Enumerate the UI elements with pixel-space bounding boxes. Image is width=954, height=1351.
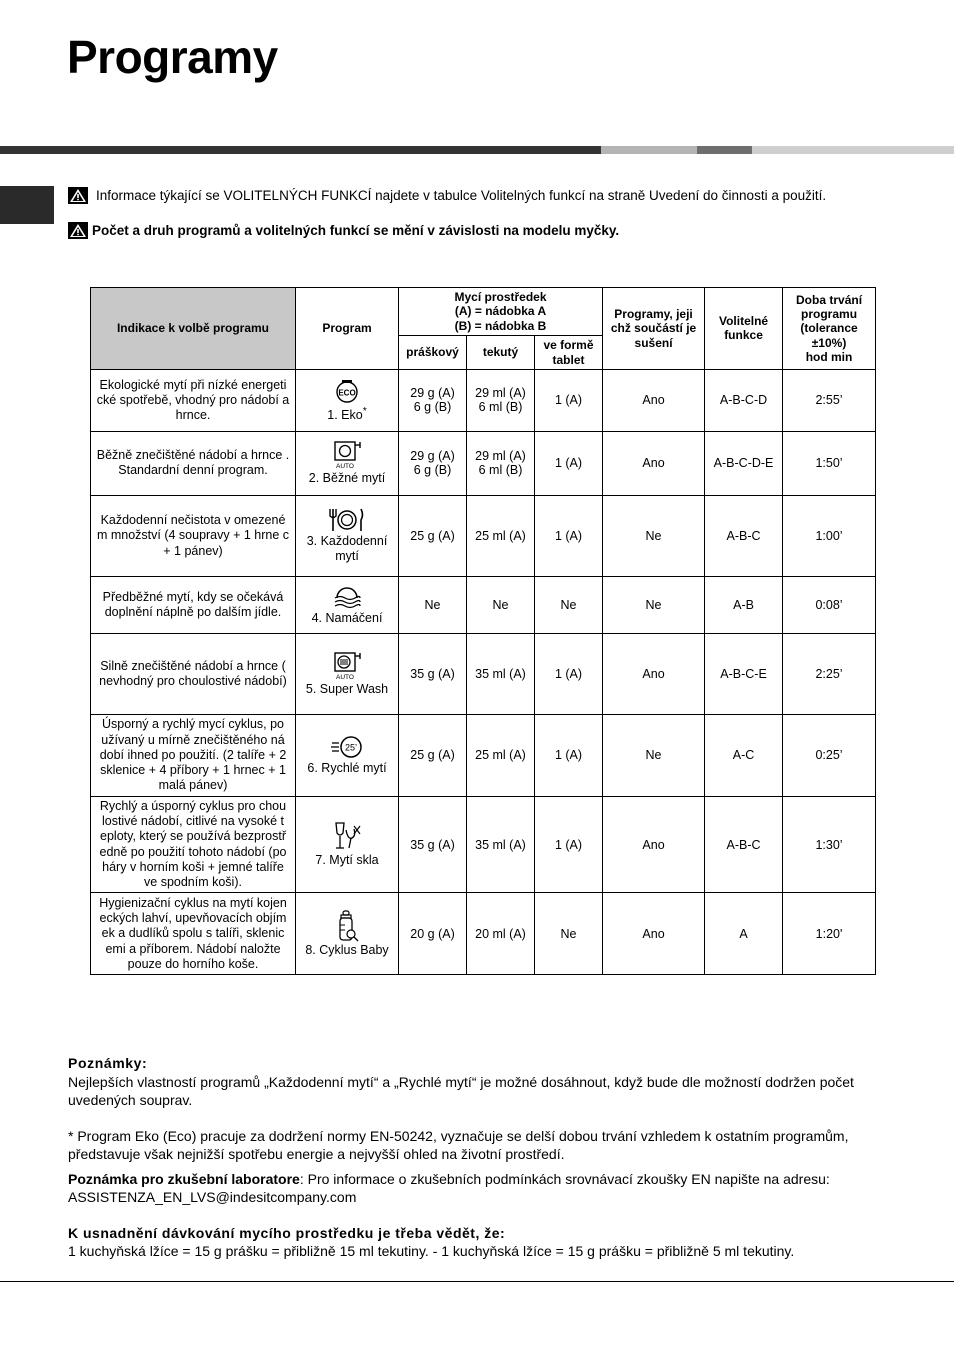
notes-section — [68, 1054, 868, 1261]
program-name: 7. Mytí skla — [315, 853, 379, 868]
row-description: Ekologické mytí při nízké energeti cké spotřebě, vhodný pro nádobí a hrnce. — [91, 369, 296, 431]
liquid-b: 6 ml (B) — [478, 400, 523, 415]
tablet-cell: 1 (A) — [535, 714, 603, 796]
notice-options — [68, 187, 826, 204]
powder-cell — [399, 431, 467, 495]
page-title: Programy — [67, 31, 278, 83]
powder-cell: 25 g (A) — [399, 714, 467, 796]
header-detergent-b: (B) = nádobka B — [454, 318, 547, 333]
drying-cell: Ano — [603, 796, 705, 893]
header-duration-line: Doba trvání — [796, 292, 863, 307]
header-duration-line: hod min — [805, 350, 853, 365]
row-program — [296, 369, 399, 431]
icon-label: AUTO — [336, 673, 354, 681]
row-description: Hygienizační cyklus na mytí kojen eckých lahví, upevňovacích objím ek a dudlíků spolu s talíři, sklenic emi a příborem. Nádobí naložte pouze do horního koše. — [91, 893, 296, 975]
program-name: 5. Super Wash — [305, 681, 389, 696]
table-row — [91, 893, 876, 975]
options-cell: A-B-C — [705, 796, 783, 893]
table-row — [91, 576, 876, 633]
program-name: 1. Eko — [327, 407, 363, 422]
powder-cell — [399, 369, 467, 431]
row-description: Každodenní nečistota v omezené m množství (4 soupravy + 1 hrne c + 1 pánev) — [91, 495, 296, 576]
header-duration-line: (tolerance — [800, 321, 858, 336]
dosage-text: 1 kuchyňská lžíce = 15 g prášku = přibližně 15 ml tekutiny. - 1 kuchyňská lžíce = 15 g prášku = přibližně 5 ml tekutiny. — [68, 1243, 795, 1259]
duration-cell: 1:30’ — [783, 796, 876, 893]
row-description: Běžně znečištěné nádobí a hrnce . Standardní denní program. — [91, 431, 296, 495]
options-cell: A-B-C-D-E — [705, 431, 783, 495]
options-cell: A-B-C-E — [705, 633, 783, 714]
program-name: 4. Namáčení — [311, 610, 383, 625]
row-description: Rychlý a úsporný cyklus pro chou lostivé nádobí, citlivé na vysoké t eploty, který se používá bezprostř edně po použití tohoto nádobí (po háry v horním koši + jemné talíře ve spodním koši). — [91, 796, 296, 893]
dosage-heading: K usnadnění dávkování mycího prostředku je třeba vědět, že: — [68, 1224, 506, 1241]
options-cell: A-B-C-D — [705, 369, 783, 431]
row-description: Silně znečištěné nádobí a hrnce ( nevhodný pro choulostivé nádobí) — [91, 633, 296, 714]
icon-label: AUTO — [336, 463, 354, 471]
daily-cutlery-icon — [328, 507, 366, 533]
notes-paragraph: * Program Eko (Eco) pracuje za dodržení normy EN-50242, vyznačuje se delší dobou trvání vzhledem k ostatním programům, představuje však nejnižší spotřebu energie a nejvyšší ohled na životní prostředí. — [68, 1127, 849, 1162]
liquid-cell: 35 ml (A) — [467, 633, 535, 714]
row-program — [296, 495, 399, 576]
table-row — [91, 796, 876, 893]
program-name: 6. Rychlé mytí — [307, 761, 387, 776]
header-tablet: ve formě tablet — [535, 336, 603, 370]
program-name: 3. Každodenní mytí — [306, 533, 388, 564]
tablet-cell: 1 (A) — [535, 796, 603, 893]
program-name: 2. Běžné mytí — [308, 471, 386, 486]
duration-cell: 1:50’ — [783, 431, 876, 495]
glass-icon — [332, 820, 362, 852]
header-duration — [783, 288, 876, 370]
duration-cell: 0:08’ — [783, 576, 876, 633]
table-row — [91, 495, 876, 576]
duration-cell: 2:25’ — [783, 633, 876, 714]
row-program — [296, 796, 399, 893]
drying-cell: Ne — [603, 714, 705, 796]
liquid-b: 6 ml (B) — [478, 463, 523, 478]
header-duration-line: programu — [801, 306, 858, 321]
header-duration-line: ±10%) — [811, 335, 847, 350]
notice-text: Informace týkající se VOLITELNÝCH FUNKCÍ najdete v tabulce Volitelných funkcí na straně Uvedení do činnosti a použití. — [96, 188, 827, 203]
row-description: Úsporný a rychlý mycí cyklus, po užívaný u mírně znečištěného ná dobí ihned po použití. (2 talíře + 2 sklenice + 4 příbory + 1 hrnec + 1 malá pánev) — [91, 714, 296, 796]
liquid-cell: Ne — [467, 576, 535, 633]
header-detergent-a: (A) = nádobka A — [454, 304, 547, 319]
soak-icon — [332, 584, 362, 610]
liquid-a: 29 ml (A) — [475, 386, 526, 401]
bottom-rule — [0, 1281, 954, 1282]
drying-cell: Ano — [603, 431, 705, 495]
powder-cell: 20 g (A) — [399, 893, 467, 975]
svg-text:ECO: ECO — [338, 388, 356, 398]
lab-note-text: : Pro informace o zkušebních podmínkách srovnávací zkoušky EN napište na adresu: ASSISTENZA_EN_LVS@indesitcompany.com — [68, 1170, 830, 1205]
duration-cell: 2:55’ — [783, 369, 876, 431]
header-bar-mid — [697, 146, 752, 154]
warning-icon — [68, 187, 88, 204]
header-detergent-title: Mycí prostředek — [454, 290, 547, 304]
liquid-a: 29 ml (A) — [475, 449, 526, 464]
rapid-25-icon — [330, 734, 364, 760]
tablet-cell: 1 (A) — [535, 495, 603, 576]
notes-paragraph: Nejlepších vlastností programů „Každodenní mytí“ a „Rychlé mytí“ je možné dosáhnout, když bude dle možností dodržen počet uvedených souprav. — [68, 1073, 854, 1108]
eco-icon — [334, 378, 360, 404]
table-row — [91, 714, 876, 796]
tablet-cell: Ne — [535, 576, 603, 633]
options-cell: A-B-C — [705, 495, 783, 576]
header-options: Volitelné funkce — [705, 288, 783, 370]
header-bar-light — [601, 146, 697, 154]
liquid-cell: 20 ml (A) — [467, 893, 535, 975]
options-cell: A — [705, 893, 783, 975]
tablet-cell: 1 (A) — [535, 633, 603, 714]
lab-note-label: Poznámka pro zkušební laboratore — [68, 1170, 300, 1187]
side-tab — [0, 186, 54, 224]
header-indication: Indikace k volbě programu — [91, 288, 296, 370]
table-row — [91, 369, 876, 431]
powder-cell: 35 g (A) — [399, 633, 467, 714]
header-bar-dark — [0, 146, 601, 154]
drying-cell: Ne — [603, 495, 705, 576]
header-detergent — [399, 288, 603, 336]
header-liquid: tekutý — [467, 336, 535, 370]
powder-a: 29 g (A) — [410, 449, 455, 464]
row-program — [296, 576, 399, 633]
liquid-cell — [467, 431, 535, 495]
drying-cell: Ne — [603, 576, 705, 633]
row-program — [296, 714, 399, 796]
drying-cell: Ano — [603, 369, 705, 431]
duration-cell: 1:20' — [783, 893, 876, 975]
programs-table — [90, 287, 876, 975]
header-bar-pale — [752, 146, 954, 154]
liquid-cell — [467, 369, 535, 431]
notice-text: Počet a druh programů a volitelných funkcí se mění v závislosti na modelu myčky. — [92, 223, 620, 238]
row-program — [296, 893, 399, 975]
normal-auto-icon — [331, 440, 363, 470]
header-drying: Programy, jeji chž součástí je sušení — [603, 288, 705, 370]
powder-a: 29 g (A) — [410, 386, 455, 401]
lab-note — [68, 1170, 868, 1207]
options-cell: A-B — [705, 576, 783, 633]
liquid-cell: 35 ml (A) — [467, 796, 535, 893]
icon-label: 25’ — [344, 742, 358, 753]
duration-cell: 1:00’ — [783, 495, 876, 576]
row-description: Předběžné mytí, kdy se očekává doplnění náplně po dalším jídle. — [91, 576, 296, 633]
notice-models — [68, 222, 619, 239]
powder-b: 6 g (B) — [413, 400, 452, 415]
row-program — [296, 431, 399, 495]
tablet-cell: 1 (A) — [535, 431, 603, 495]
header-powder: práškový — [399, 336, 467, 370]
notes-heading: Poznámky: — [68, 1055, 148, 1071]
baby-bottle-icon — [335, 910, 359, 942]
super-wash-icon — [331, 651, 363, 681]
powder-cell: 35 g (A) — [399, 796, 467, 893]
tablet-cell: Ne — [535, 893, 603, 975]
warning-icon — [68, 222, 88, 239]
liquid-cell: 25 ml (A) — [467, 714, 535, 796]
program-name: 8. Cyklus Baby — [305, 942, 389, 957]
drying-cell: Ano — [603, 893, 705, 975]
row-program — [296, 633, 399, 714]
program-footnote-mark: * — [362, 405, 367, 417]
table-row — [91, 633, 876, 714]
table-row — [91, 431, 876, 495]
powder-cell: Ne — [399, 576, 467, 633]
tablet-cell: 1 (A) — [535, 369, 603, 431]
powder-b: 6 g (B) — [413, 463, 452, 478]
powder-cell: 25 g (A) — [399, 495, 467, 576]
liquid-cell: 25 ml (A) — [467, 495, 535, 576]
options-cell: A-C — [705, 714, 783, 796]
drying-cell: Ano — [603, 633, 705, 714]
header-program: Program — [296, 288, 399, 370]
duration-cell: 0:25’ — [783, 714, 876, 796]
